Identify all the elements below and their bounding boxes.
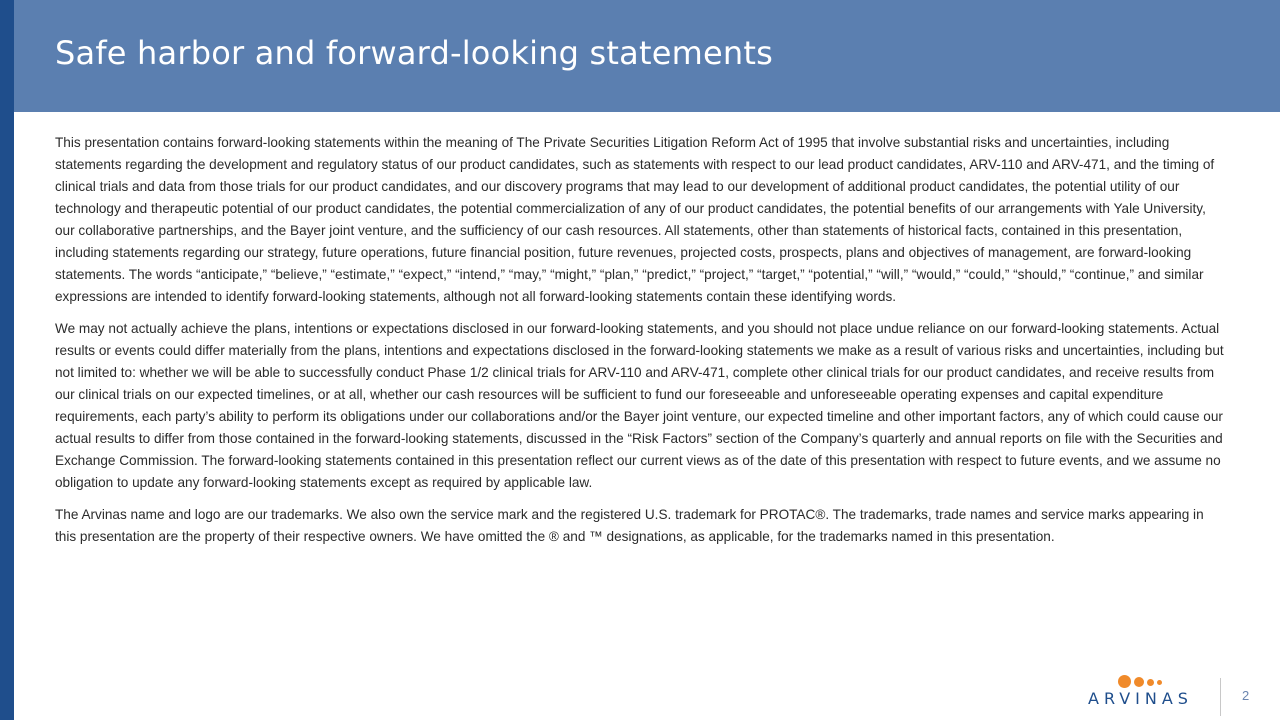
footer-divider <box>1220 678 1221 716</box>
disclaimer-body <box>55 132 1225 558</box>
left-accent-bar <box>0 0 14 720</box>
slide-title: Safe harbor and forward-looking statements <box>55 34 773 72</box>
page-number: 2 <box>1242 688 1250 703</box>
paragraph-risks: We may not actually achieve the plans, intentions or expectations disclosed in our forward-looking statements, and you should not place undue reliance on our forward-looking statements. Actual results or events could differ materially from the plans, intentions and expectations disclosed in the forward-looking statements we make as a result of various risks and uncertainties, including but not limited to: whether we will be able to successfully conduct Phase 1/2 clinical trials for ARV-110 and ARV-471, complete other clinical trials for our product candidates, and receive results from our clinical trials on our expected timelines, or at all, whether our cash resources will be sufficient to fund our foreseeable and unforeseeable operating expenses and capital expenditure requirements, each party’s ability to perform its obligations under our collaborations and/or the Bayer joint venture, our expected timeline and other important factors, any of which could cause our actual results to differ from those contained in the forward-looking statements, discussed in the “Risk Factors” section of the Company’s quarterly and annual reports on file with the Securities and Exchange Commission. The forward-looking statements contained in this presentation reflect our current views as of the date of this presentation with respect to future events, and we assume no obligation to update any forward-looking statements except as required by applicable law. <box>55 321 1224 490</box>
logo-wordmark: ARVINAS <box>1088 689 1193 708</box>
paragraph-forward-looking: This presentation contains forward-looking statements within the meaning of The Private Securities Litigation Reform Act of 1995 that involve substantial risks and uncertainties, including statements regarding the development and regulatory status of our product candidates, such as statements with respect to our lead product candidates, ARV-110 and ARV-471, and the timing of clinical trials and data from those trials for our product candidates, and our discovery programs that may lead to our development of additional product candidates, the potential utility of our technology and therapeutic potential of our product candidates, the potential commercialization of any of our product candidates, the potential benefits of our arrangements with Yale University, our collaborative partnerships, and the Bayer joint venture, and the sufficiency of our cash resources. All statements, other than statements of historical facts, contained in this presentation, including statements regarding our strategy, future operations, future financial position, future revenues, projected costs, prospects, plans and objectives of management, are forward-looking statements. The words “anticipate,” “believe,” “estimate,” “expect,” “intend,” “may,” “might,” “plan,” “predict,” “project,” “target,” “potential,” “will,” “would,” “could,” “should,” “continue,” and similar expressions are intended to identify forward-looking statements, although not all forward-looking statements contain these identifying words. <box>55 135 1215 304</box>
arvinas-logo <box>1088 675 1198 713</box>
paragraph-trademarks: The Arvinas name and logo are our trademarks. We also own the service mark and the registered U.S. trademark for PROTAC®. The trademarks, trade names and service marks appearing in this presentation are the property of their respective owners. We have omitted the ® and ™ designations, as applicable, for the trademarks named in this presentation. <box>55 507 1204 544</box>
